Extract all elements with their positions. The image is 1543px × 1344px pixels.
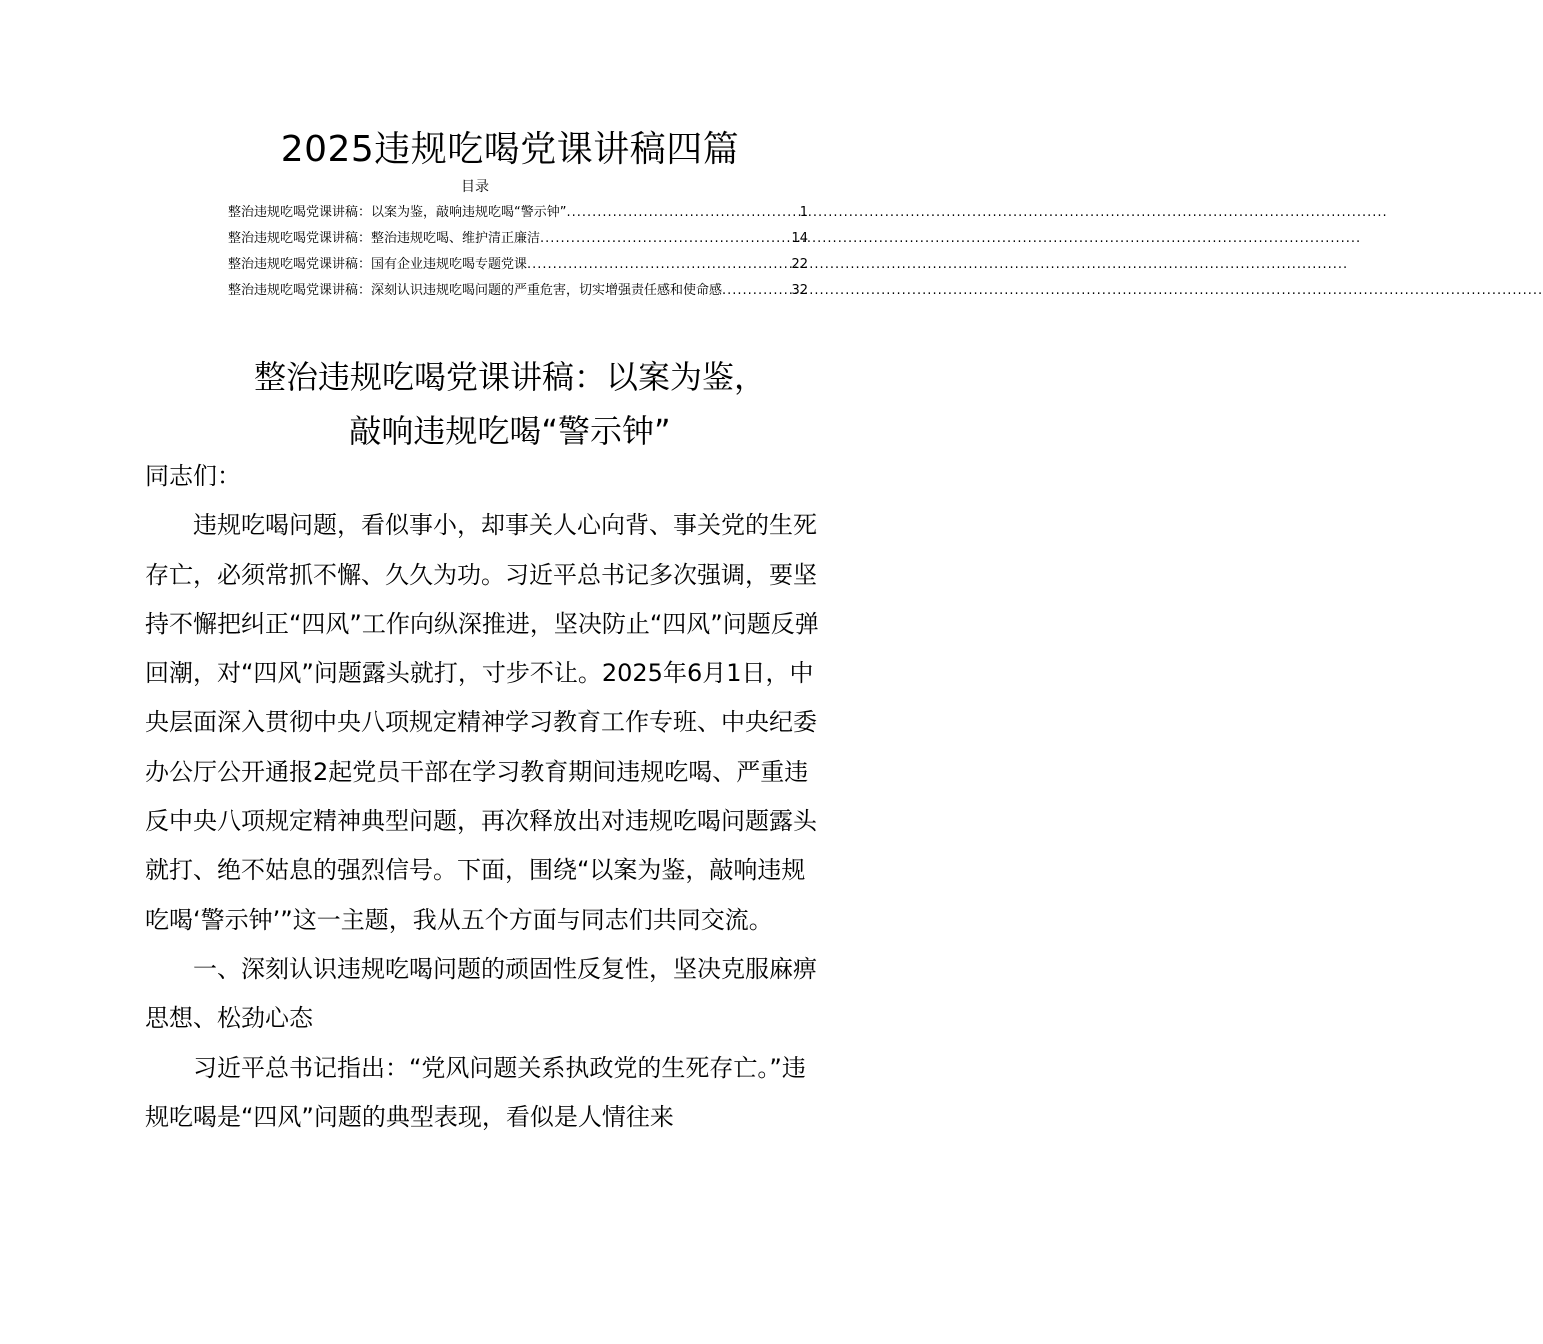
body-paragraph: 违规吃喝问题，看似事小，却事关人心向背、事关党的生死存亡，必须常抓不懈、久久为功。习近平总书记多次强调，要坚持不懈把纠正“四风”工作向纵深推进，坚决防止“四风”问题反弹回潮，对“四风”问题露头就打，寸步不让。2025年6月1日，中央层面深入贯彻中央八项规定精神学习教育工作专班、中央纪委办公厅公开通报2起党员干部在学习教育期间违规吃喝、严重违反中央八项规定精神典型问题，再次释放出对违规吃喝问题露头就打、绝不姑息的强烈信号。下面，围绕“以案为鉴，敲响违规吃喝‘警示钟’”这一主题，我从五个方面与同志们共同交流。 — [145, 511, 819, 934]
toc-leader-dots — [722, 278, 789, 304]
toc-item[interactable] — [228, 200, 808, 226]
document-title: 2025违规吃喝党课讲稿四篇 — [280, 129, 740, 170]
section-title-line: 敲响违规吃喝“警示钟” — [349, 412, 671, 450]
toc-item-text: 整治违规吃喝党课讲稿：整治违规吃喝、维护清正廉洁 — [228, 231, 541, 246]
table-of-contents — [228, 200, 808, 304]
toc-item[interactable] — [228, 278, 808, 304]
section-title — [0, 350, 1020, 458]
toc-leader-dots — [527, 252, 789, 278]
toc-item[interactable] — [228, 226, 808, 252]
toc-item-text: 整治违规吃喝党课讲稿：国有企业违规吃喝专题党课 — [228, 257, 528, 272]
section-body — [145, 452, 825, 1142]
toc-leader-dots — [540, 226, 789, 252]
toc-heading: 目录 — [461, 179, 489, 195]
toc-leader-dots — [566, 200, 797, 226]
subsection-heading: 一、深刻认识违规吃喝问题的顽固性反复性，坚决克服麻痹思想、松劲心态 — [145, 954, 817, 1033]
salutation: 同志们： — [145, 462, 241, 490]
section-title-line: 整治违规吃喝党课讲稿：以案为鉴， — [253, 358, 766, 396]
toc-item-page: 32 — [791, 283, 808, 298]
toc-item[interactable] — [228, 252, 808, 278]
toc-item-page: 14 — [791, 231, 808, 246]
body-paragraph: 习近平总书记指出：“党风问题关系执政党的生死存亡。”违规吃喝是“四风”问题的典型表现，看似是人情往来 — [145, 1053, 806, 1131]
toc-item-text: 整治违规吃喝党课讲稿：以案为鉴，敲响违规吃喝“警示钟” — [228, 205, 567, 220]
toc-item-text: 整治违规吃喝党课讲稿：深刻认识违规吃喝问题的严重危害，切实增强责任感和使命感 — [228, 283, 723, 298]
toc-item-page: 1 — [799, 205, 808, 220]
toc-item-page: 22 — [791, 257, 808, 272]
